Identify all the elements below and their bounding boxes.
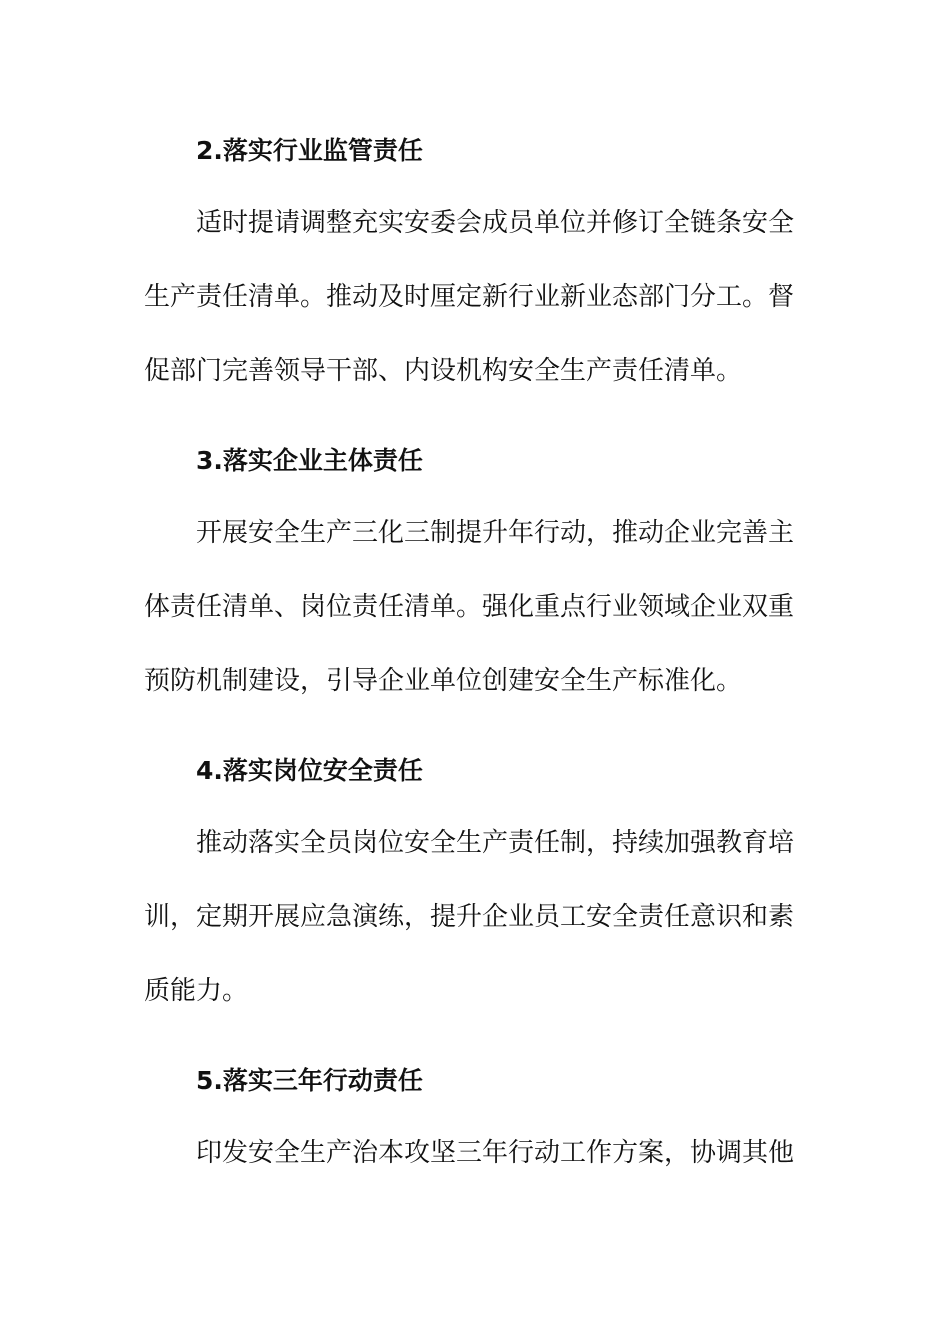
paragraph-line: 推动落实全员岗位安全生产责任制，持续加强教育培 xyxy=(196,828,795,858)
section-heading-4: 4.落实岗位安全责任 xyxy=(196,756,423,785)
paragraph-line: 适时提请调整充实安委会成员单位并修订全链条安全 xyxy=(196,208,795,238)
paragraph-line: 体责任清单、岗位责任清单。强化重点行业领域企业双重 xyxy=(144,592,795,622)
paragraph-line: 印发安全生产治本攻坚三年行动工作方案，协调其他 xyxy=(196,1138,795,1168)
paragraph-line: 训，定期开展应急演练，提升企业员工安全责任意识和素 xyxy=(144,902,795,932)
section-heading-3: 3.落实企业主体责任 xyxy=(196,446,423,475)
section-heading-2: 2.落实行业监管责任 xyxy=(196,136,423,165)
paragraph-line: 促部门完善领导干部、内设机构安全生产责任清单。 xyxy=(144,356,743,386)
section-heading-5: 5.落实三年行动责任 xyxy=(196,1066,423,1095)
paragraph-line: 开展安全生产三化三制提升年行动，推动企业完善主 xyxy=(196,518,795,548)
paragraph-line: 生产责任清单。推动及时厘定新行业新业态部门分工。督 xyxy=(144,282,795,312)
paragraph-line: 预防机制建设，引导企业单位创建安全生产标准化。 xyxy=(144,666,743,696)
paragraph-line: 质能力。 xyxy=(144,976,249,1006)
